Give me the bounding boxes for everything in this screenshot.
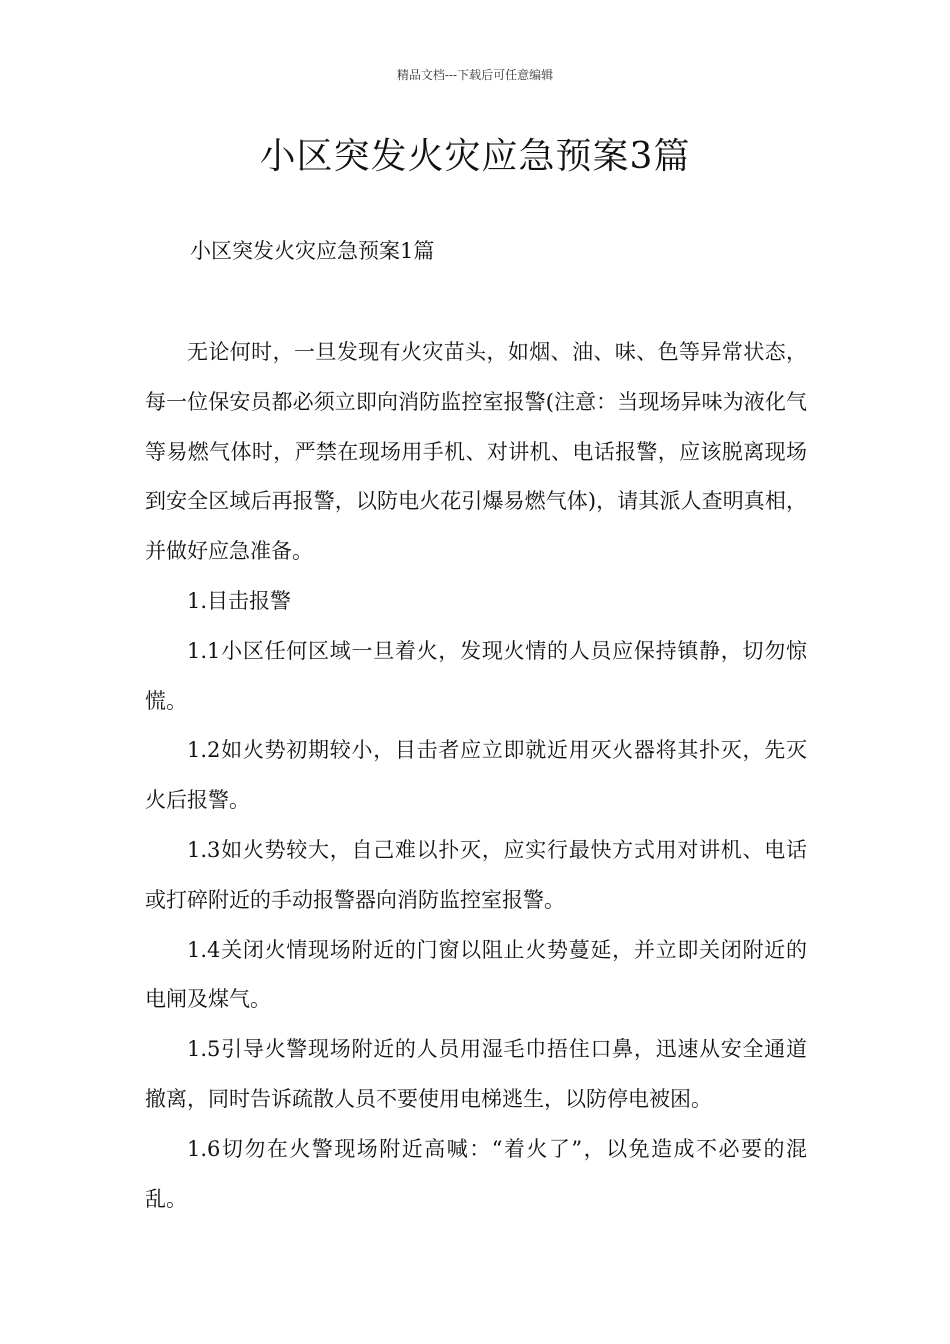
- header-note: 精品文档---下载后可任意编辑: [396, 68, 554, 82]
- paragraph-intro: 无论何时，一旦发现有火灾苗头，如烟、油、味、色等异常状态，每一位保安员都必须立即向消防监控室报警(注意：当现场异味为液化气等易燃气体时，严禁在现场用手机、对讲机、电话报警，应该脱离现场到安全区域后再报警，以防电火花引爆易燃气体)，请其派人查明真相，并做好应急准备。: [145, 340, 807, 564]
- document-title: 小区突发火灾应急预案3篇: [259, 136, 691, 177]
- paragraph-1-4: 1.4关闭火情现场附近的门窗以阻止火势蔓延，并立即关闭附近的电闸及煤气。: [145, 937, 807, 1012]
- section-subtitle: 小区突发火灾应急预案1篇: [190, 239, 435, 263]
- paragraph-1-1: 1.1小区任何区域一旦着火，发现火情的人员应保持镇静，切勿惊慌。: [145, 638, 807, 713]
- paragraph-1-2: 1.2如火势初期较小，目击者应立即就近用灭火器将其扑灭，先灭火后报警。: [145, 738, 807, 813]
- document-body: [145, 328, 807, 1224]
- paragraph-1-5: 1.5引导火警现场附近的人员用湿毛巾捂住口鼻，迅速从安全通道撤离，同时告诉疏散人员不要使用电梯逃生，以防停电被困。: [145, 1037, 807, 1111]
- paragraph-heading-1: 1.目击报警: [187, 588, 292, 613]
- paragraph-1-6: 1.6切勿在火警现场附近高喊：“着火了”，以免造成不必要的混乱。: [145, 1136, 807, 1211]
- paragraph-1-3: 1.3如火势较大，自己难以扑灭，应实行最快方式用对讲机、电话或打碎附近的手动报警器向消防监控室报警。: [145, 837, 807, 912]
